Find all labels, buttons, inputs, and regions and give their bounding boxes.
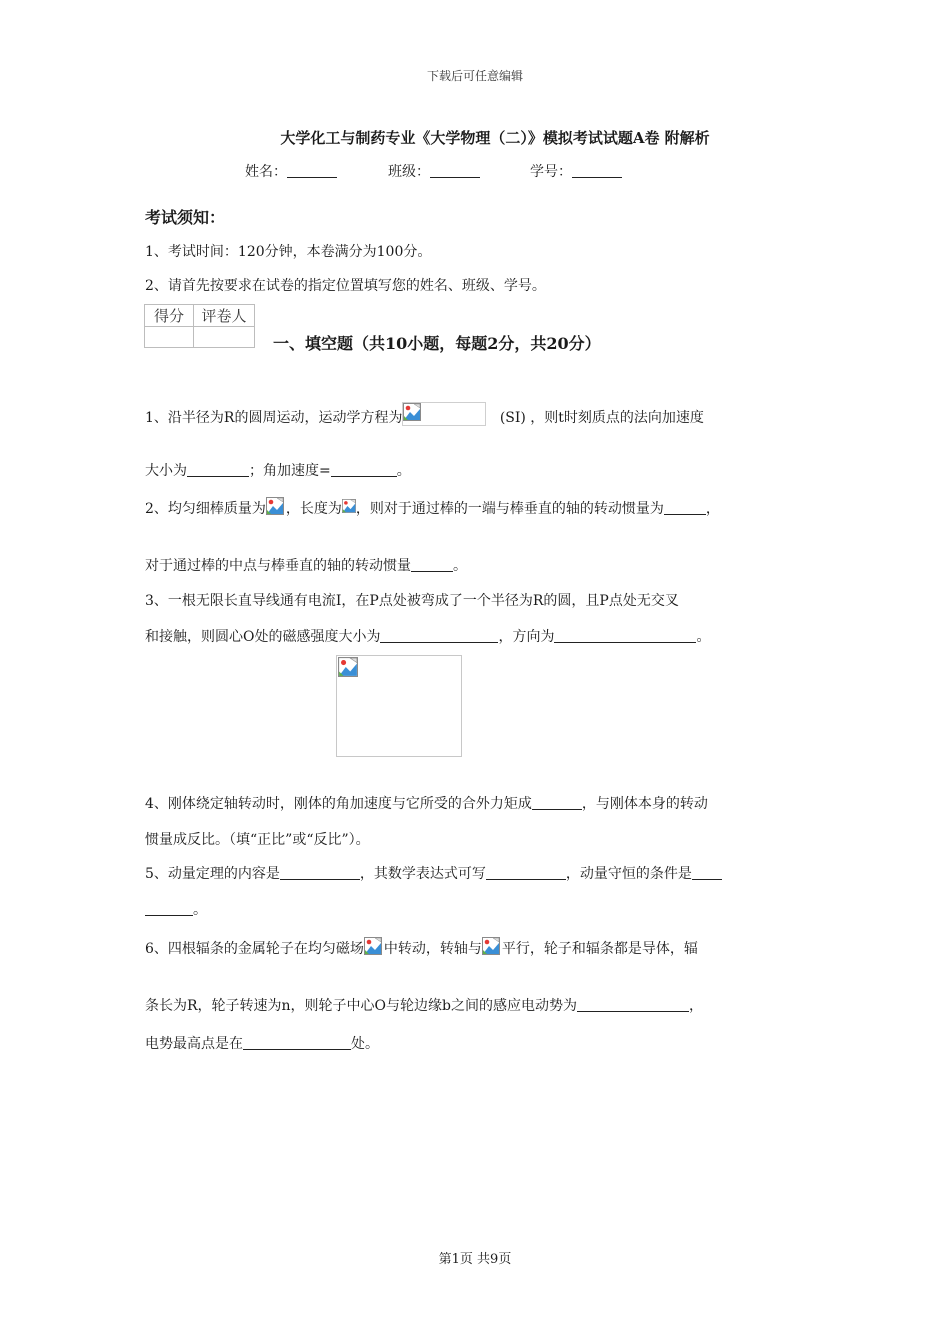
class-field[interactable] bbox=[388, 161, 480, 181]
answer-blank[interactable] bbox=[692, 865, 722, 880]
question-4-text: 4、刚体绕定轴转动时，刚体的角加速度与它所受的合外力矩成 bbox=[145, 796, 532, 812]
question-5-text-2: ，其数学表达式可写 bbox=[359, 866, 486, 882]
question-6-text-6: 电势最高点是在 bbox=[145, 1036, 243, 1052]
question-4-text-2: ，与刚体本身的转动 bbox=[581, 796, 708, 812]
answer-blank[interactable] bbox=[532, 795, 582, 810]
question-5-text-4: 。 bbox=[193, 902, 207, 918]
exam-title: 大学化工与制药专业《大学物理（二）》模拟考试试题A卷 附解析 bbox=[280, 129, 710, 147]
question-3-text-4: 。 bbox=[696, 629, 711, 645]
header-note: 下载后可任意编辑 bbox=[426, 69, 523, 83]
question-3-line-1: 3、一根无限长直导线通有电流I，在P点处被弯成了一个半径为R的圆，且P点处无交叉 bbox=[145, 593, 679, 609]
answer-blank[interactable] bbox=[243, 1035, 351, 1050]
notice-item-2: 2、请首先按要求在试卷的指定位置填写您的姓名、班级、学号。 bbox=[145, 278, 546, 294]
answer-blank[interactable] bbox=[486, 865, 566, 880]
question-2-text-4: ， bbox=[705, 501, 720, 517]
question-5-text-3: ，动量守恒的条件是 bbox=[565, 866, 692, 882]
question-1-text: 1、沿半径为R的圆周运动，运动学方程为 bbox=[145, 410, 403, 426]
question-1-text-2: (SI) ，则t时刻质点的法向加速度 bbox=[499, 410, 704, 426]
class-label: 班级： bbox=[388, 164, 430, 180]
question-5-line-1 bbox=[145, 863, 722, 883]
question-5-text: 5、动量定理的内容是 bbox=[145, 866, 280, 882]
question-1-line-2 bbox=[145, 460, 411, 480]
question-6-text: 6、四根辐条的金属轮子在均匀磁场 bbox=[145, 941, 364, 957]
question-2-text: 2、均匀细棒质量为 bbox=[145, 501, 266, 517]
score-header: 得分 bbox=[145, 305, 194, 327]
broken-image-icon bbox=[266, 497, 284, 515]
mass-image-placeholder bbox=[266, 497, 286, 517]
name-field[interactable] bbox=[245, 161, 337, 181]
answer-blank[interactable] bbox=[280, 865, 360, 880]
question-2-line-1 bbox=[145, 497, 720, 518]
name-blank bbox=[287, 163, 337, 178]
question-3-line-2 bbox=[145, 626, 710, 646]
answer-blank[interactable] bbox=[187, 462, 249, 477]
question-3-text-3: ，方向为 bbox=[498, 629, 555, 645]
question-2-line-2 bbox=[145, 555, 467, 575]
question-3-text-2: 和接触，则圆心O处的磁感强度大小为 bbox=[145, 629, 381, 645]
grader-cell[interactable] bbox=[194, 327, 255, 348]
field-image-placeholder bbox=[364, 937, 384, 957]
question-6-line-3 bbox=[145, 1033, 379, 1053]
question-2-text-2: ，长度为 bbox=[285, 501, 342, 517]
equation-image-placeholder bbox=[402, 402, 486, 426]
broken-image-icon bbox=[342, 497, 356, 515]
grader-header: 评卷人 bbox=[194, 305, 255, 327]
broken-image-icon bbox=[338, 657, 358, 677]
axis-image-placeholder bbox=[482, 937, 502, 957]
student-id-field[interactable] bbox=[530, 161, 622, 181]
answer-blank[interactable] bbox=[380, 628, 498, 643]
question-1-text-5: 。 bbox=[396, 463, 411, 479]
question-6-text-2: 中转动，转轴与 bbox=[383, 941, 482, 957]
broken-image-icon bbox=[482, 937, 500, 955]
answer-blank[interactable] bbox=[664, 500, 706, 515]
notice-heading: 考试须知： bbox=[145, 208, 226, 227]
answer-blank[interactable] bbox=[577, 997, 689, 1012]
question-6-text-5: ， bbox=[689, 998, 703, 1014]
question-6-text-7: 处。 bbox=[351, 1036, 379, 1052]
question-2-text-3: ，则对于通过棒的一端与棒垂直的轴的转动惯量为 bbox=[355, 501, 664, 517]
section-title: 一、填空题（共10小题，每题2分，共20分） bbox=[273, 334, 601, 353]
answer-blank[interactable] bbox=[411, 557, 453, 572]
page-footer: 第1页 共9页 bbox=[438, 1252, 512, 1267]
question-1-text-3: 大小为 bbox=[145, 463, 187, 479]
student-id-blank bbox=[572, 163, 622, 178]
figure-image-placeholder bbox=[336, 655, 462, 757]
length-image-placeholder bbox=[342, 497, 356, 517]
question-2-text-5: 对于通过棒的中点与棒垂直的轴的转动惯量 bbox=[145, 558, 411, 574]
question-6-line-1 bbox=[145, 937, 698, 958]
class-blank bbox=[430, 163, 480, 178]
question-6-text-4: 条长为R，轮子转速为n，则轮子中心O与轮边缘b之间的感应电动势为 bbox=[145, 998, 577, 1014]
broken-image-icon bbox=[364, 937, 382, 955]
question-6-text-3: 平行，轮子和辐条都是导体，辐 bbox=[501, 941, 698, 957]
question-4-line-2: 惯量成反比。（填“正比”或“反比”）。 bbox=[145, 832, 370, 848]
question-1-text-4: ；角加速度= bbox=[249, 463, 331, 479]
question-5-line-2 bbox=[145, 899, 207, 919]
score-table bbox=[144, 304, 255, 348]
question-2-text-6: 。 bbox=[453, 558, 467, 574]
student-id-label: 学号： bbox=[530, 164, 572, 180]
question-4-line-1 bbox=[145, 793, 708, 813]
broken-image-icon bbox=[403, 403, 421, 421]
notice-item-1: 1、考试时间：120分钟，本卷满分为100分。 bbox=[145, 244, 432, 260]
answer-blank[interactable] bbox=[145, 901, 193, 916]
answer-blank[interactable] bbox=[554, 628, 696, 643]
name-label: 姓名： bbox=[245, 164, 287, 180]
question-6-line-2 bbox=[145, 995, 703, 1015]
score-cell[interactable] bbox=[145, 327, 194, 348]
question-1-line-1 bbox=[145, 402, 704, 427]
answer-blank[interactable] bbox=[331, 462, 397, 477]
